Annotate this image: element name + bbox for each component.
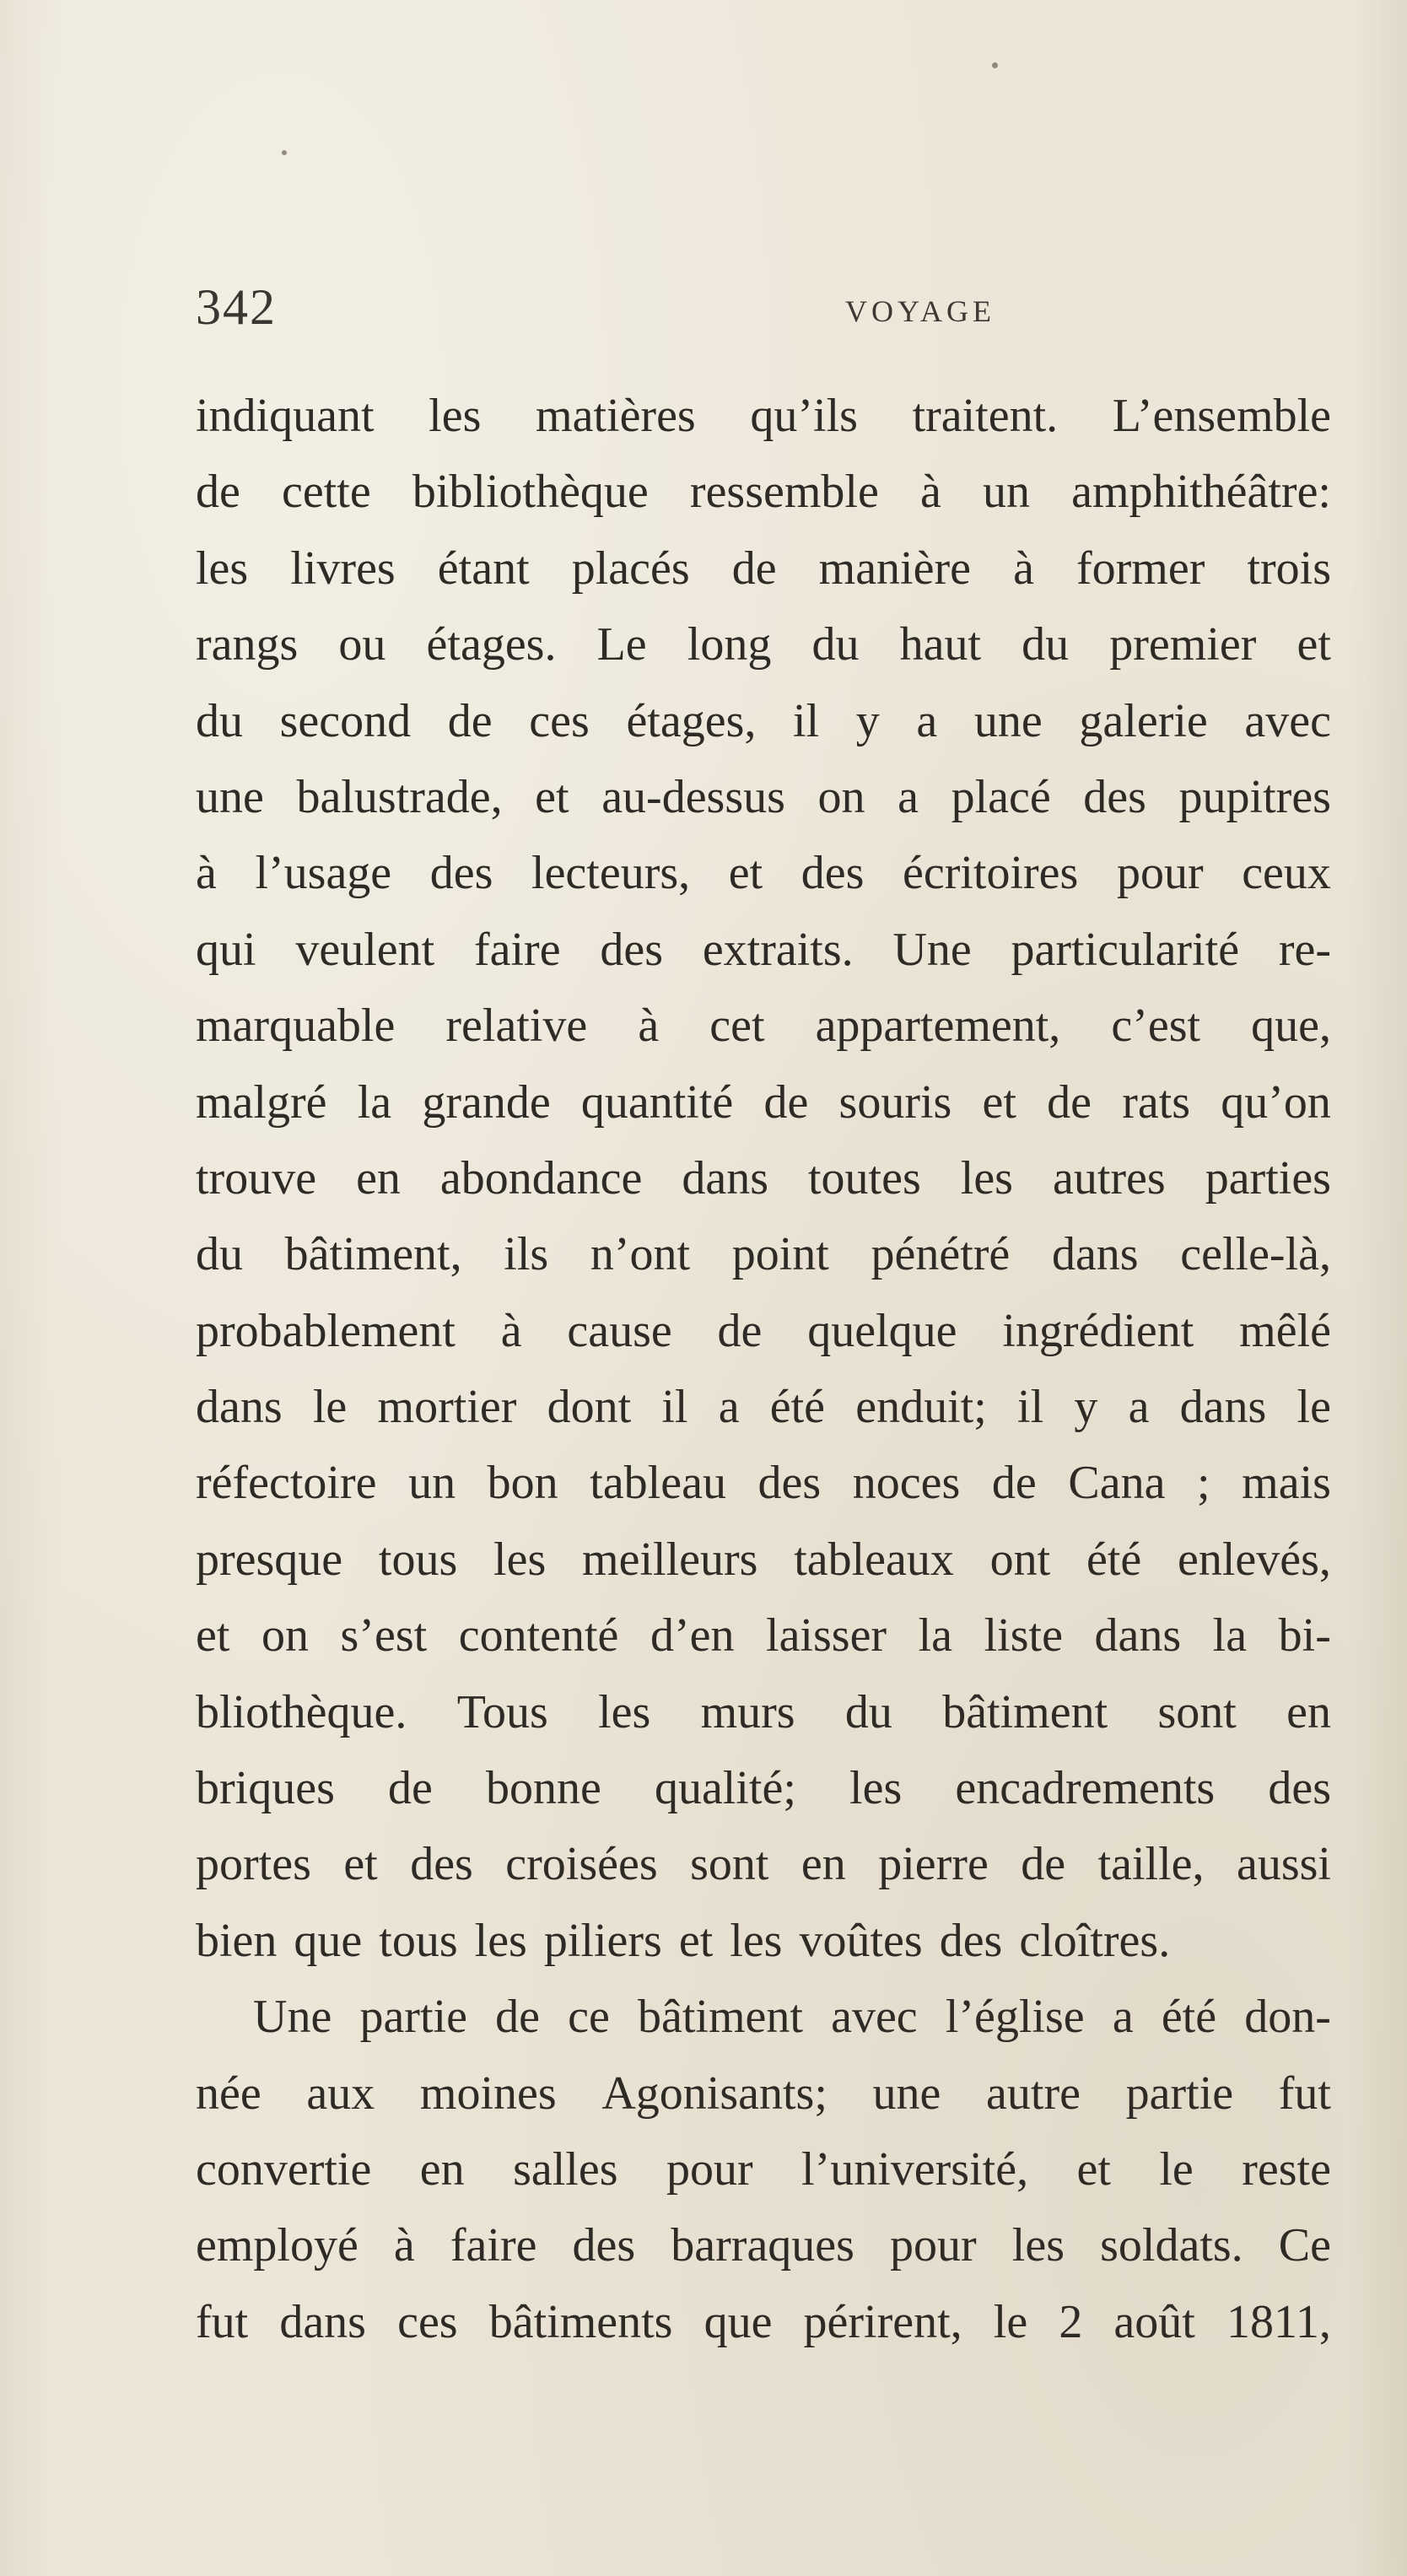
word: ceux [1242, 847, 1331, 900]
body-text [196, 378, 1331, 2360]
word: les [1011, 2219, 1065, 2272]
word: cloîtres. [1019, 1914, 1171, 1967]
word: dans [1179, 1381, 1267, 1434]
text-line [196, 2056, 1331, 2131]
word: mortier [377, 1381, 517, 1434]
word: d’en [650, 1609, 735, 1663]
word: qualité; [654, 1762, 796, 1815]
word: murs [700, 1685, 795, 1738]
word: parties [1205, 1151, 1331, 1204]
word: les [849, 1762, 903, 1815]
word: dans [1051, 1228, 1139, 1281]
word: le [312, 1381, 348, 1434]
word: traitent. [912, 390, 1059, 442]
text-line [196, 531, 1331, 606]
word: enduit; [855, 1381, 987, 1434]
word: n’ont [590, 1228, 691, 1281]
word: des [939, 1914, 1003, 1967]
word: pour [1116, 847, 1204, 900]
word: périrent, [803, 2295, 962, 2348]
word: toutes [808, 1151, 921, 1204]
word: à [1013, 542, 1034, 595]
word: dans [682, 1151, 768, 1204]
word: étages, [626, 694, 757, 747]
word: partie [359, 1991, 467, 2044]
word: les [474, 1914, 527, 1967]
text-line [196, 683, 1331, 759]
word: tous [378, 1533, 458, 1586]
word: rangs [196, 618, 299, 671]
word: rats [1122, 1075, 1191, 1129]
text-line [196, 1750, 1331, 1826]
word: et [982, 1075, 1016, 1129]
word: une [872, 2067, 941, 2120]
word: tableaux [794, 1533, 954, 1586]
text-line [196, 1903, 1331, 1979]
word: des [600, 923, 664, 976]
word: y [1074, 1381, 1098, 1434]
word: et [343, 1838, 378, 1891]
word: et [535, 770, 569, 823]
word: de [447, 694, 493, 747]
word: la [1212, 1609, 1248, 1663]
text-line [196, 1598, 1331, 1673]
word: des [757, 1457, 822, 1510]
word: dans [1094, 1609, 1182, 1663]
word: 1811, [1226, 2295, 1331, 2348]
word: a [898, 770, 919, 823]
text-line [196, 2284, 1331, 2360]
word: aux [306, 2067, 375, 2120]
text-line [196, 835, 1331, 911]
word: y [855, 694, 880, 747]
text-line [196, 378, 1331, 454]
word: ils [504, 1228, 549, 1281]
word: de [1047, 1075, 1092, 1129]
word: galerie [1079, 694, 1208, 747]
word: de [763, 1075, 809, 1129]
word: extraits. [702, 923, 854, 976]
word: été [1161, 1991, 1217, 2044]
word: on [261, 1609, 309, 1663]
word: bibliothèque [412, 466, 649, 519]
word: réfectoire [196, 1457, 377, 1510]
word: du [196, 1228, 243, 1281]
word: quantité [580, 1075, 734, 1129]
word: que, [1251, 1000, 1331, 1053]
word: a [1112, 1991, 1134, 2044]
word: moines [419, 2067, 557, 2120]
word: qu’ils [750, 390, 858, 442]
word: des [1083, 770, 1146, 823]
word: enlevés, [1178, 1533, 1331, 1586]
page-header [196, 278, 1326, 346]
word: les [493, 1533, 547, 1586]
word: autre [986, 2067, 1081, 2120]
word: du [196, 694, 243, 747]
word: et [678, 1914, 714, 1967]
word: grande [422, 1075, 551, 1129]
word: marquable [196, 1000, 396, 1053]
word: été [1086, 1533, 1142, 1586]
word: et [728, 847, 763, 900]
word: qu’on [1221, 1075, 1331, 1129]
word: point [731, 1228, 829, 1281]
word: l’université, [801, 2142, 1029, 2196]
word: la [357, 1075, 392, 1129]
word: pénétré [871, 1228, 1011, 1281]
word: les [960, 1151, 1013, 1204]
word: salles [513, 2142, 618, 2196]
word: bonne [485, 1762, 601, 1815]
word: des [1268, 1762, 1331, 1815]
word: amphithéâtre: [1071, 466, 1331, 519]
word: le [1296, 1381, 1331, 1434]
word: matières [536, 390, 696, 442]
word: ce [568, 1991, 610, 2044]
text-line [196, 1522, 1331, 1598]
word: à [500, 1304, 522, 1357]
word: ces [529, 694, 590, 747]
word: balustrade, [296, 770, 503, 823]
word: que [704, 2295, 773, 2348]
word: des [801, 847, 865, 900]
word: dont [547, 1381, 632, 1434]
word: abondance [439, 1151, 643, 1204]
word: aussi [1236, 1838, 1331, 1891]
word: long [687, 618, 772, 671]
word: des [572, 2219, 636, 2272]
word: un [408, 1457, 456, 1510]
word: les [196, 542, 249, 595]
word: contenté [458, 1609, 619, 1663]
word: du [844, 1685, 892, 1738]
word: bon [487, 1457, 558, 1510]
word: Tous [456, 1685, 548, 1738]
word: de [1021, 1838, 1066, 1891]
word: livres [290, 542, 396, 595]
word: de [495, 1991, 540, 2044]
word: appartement, [815, 1000, 1061, 1053]
word: un [982, 466, 1030, 519]
word: bâtiments [488, 2295, 673, 2348]
word: bâtiment [637, 1991, 803, 2044]
word: en [801, 1838, 846, 1891]
word: placé [951, 770, 1051, 823]
word: bliothèque. [196, 1685, 407, 1738]
word: soldats. [1100, 2219, 1243, 2272]
word: faire [473, 923, 561, 976]
word: c’est [1111, 1000, 1201, 1053]
word: été [769, 1381, 826, 1434]
word: re- [1278, 923, 1331, 976]
word: l’église [945, 1991, 1085, 2044]
word: s’est [340, 1609, 428, 1663]
word: faire [450, 2219, 537, 2272]
word: croisées [505, 1838, 658, 1891]
text-line [196, 1369, 1331, 1445]
word: autres [1052, 1151, 1166, 1204]
word: Une [892, 923, 972, 976]
word: écritoires [903, 847, 1079, 900]
word: Ce [1278, 2219, 1331, 2272]
text-line [196, 1216, 1331, 1292]
word: le [1159, 2142, 1194, 2196]
word: former [1076, 542, 1205, 595]
word: Cana [1068, 1457, 1166, 1510]
word: il [793, 694, 820, 747]
word: les [429, 390, 482, 442]
word: L’ensemble [1112, 390, 1331, 442]
word: pour [666, 2142, 753, 2196]
text-line [196, 1674, 1331, 1750]
word: bi- [1278, 1609, 1331, 1663]
word: de [196, 466, 240, 519]
word: du [1022, 618, 1070, 671]
word: août [1113, 2295, 1195, 2348]
word: reste [1242, 2142, 1331, 2196]
word: liste [984, 1609, 1063, 1663]
word: partie [1125, 2067, 1234, 2120]
ink-speck [992, 62, 998, 68]
word: second [279, 694, 412, 747]
word: quelque [807, 1304, 957, 1357]
word: et [1296, 618, 1331, 671]
word: étages. [426, 618, 557, 671]
word: on [817, 770, 865, 823]
word: née [196, 2067, 261, 2120]
word: les [598, 1685, 651, 1738]
word: celle-là, [1180, 1228, 1331, 1281]
text-line [196, 454, 1331, 530]
word: avec [1244, 694, 1331, 747]
word: employé [196, 2219, 358, 2272]
word: piliers [543, 1914, 662, 1967]
word: des [429, 847, 493, 900]
word: meilleurs [582, 1533, 758, 1586]
text-line [196, 2207, 1331, 2283]
word: les [730, 1914, 783, 1967]
word: pour [890, 2219, 977, 2272]
text-line [196, 1979, 1331, 2055]
word: bâtiment, [284, 1228, 462, 1281]
word: pupitres [1178, 770, 1331, 823]
word: avec [831, 1991, 918, 2044]
word: l’usage [255, 847, 392, 900]
ink-speck [282, 150, 287, 155]
word: il [661, 1381, 688, 1434]
word: relative [445, 1000, 588, 1053]
page-number: 342 [196, 279, 277, 335]
word: portes [196, 1838, 311, 1891]
word: noces [852, 1457, 961, 1510]
word: premier [1109, 618, 1257, 671]
word: sont [690, 1838, 769, 1891]
word: probablement [196, 1304, 456, 1357]
word: de [731, 542, 777, 595]
text-line [196, 988, 1331, 1064]
word: haut [899, 618, 982, 671]
word: taille, [1097, 1838, 1205, 1891]
word: bien [196, 1914, 278, 1967]
word: laisser [766, 1609, 887, 1663]
word: mais [1242, 1457, 1331, 1510]
text-line [196, 1064, 1331, 1140]
word: bâtiment [942, 1685, 1108, 1738]
word: une [196, 770, 264, 823]
word: tableau [590, 1457, 726, 1510]
word: étant [437, 542, 530, 595]
word: pierre [878, 1838, 989, 1891]
word: cette [282, 466, 371, 519]
word: en [419, 2142, 465, 2196]
word: à [638, 1000, 660, 1053]
word: particularité [1011, 923, 1240, 976]
word: trois [1247, 542, 1331, 595]
word: en [356, 1151, 401, 1204]
word: la [918, 1609, 953, 1663]
word: que [294, 1914, 363, 1967]
word: une [973, 694, 1043, 747]
word: a [1128, 1381, 1150, 1434]
text-line [196, 2131, 1331, 2207]
word: tous [379, 1914, 458, 1967]
word: cause [567, 1304, 672, 1357]
text-line [196, 1826, 1331, 1902]
word: qui [196, 923, 256, 976]
word: mêlé [1239, 1304, 1331, 1357]
word: barraques [671, 2219, 854, 2272]
word: sont [1157, 1685, 1237, 1738]
word: en [1286, 1685, 1331, 1738]
text-line [196, 759, 1331, 835]
word: 2 [1059, 2295, 1083, 2348]
text-line [196, 912, 1331, 988]
text-line [196, 1140, 1331, 1216]
word: ou [338, 618, 386, 671]
word: au-dessus [601, 770, 785, 823]
word: et [1076, 2142, 1111, 2196]
word: dans [279, 2295, 366, 2348]
word: le [993, 2295, 1028, 2348]
word: ces [397, 2295, 458, 2348]
word: fut [196, 2295, 249, 2348]
running-head: VOYAGE [845, 294, 995, 328]
word: manière [818, 542, 971, 595]
word: veulent [295, 923, 435, 976]
word: ; [1197, 1457, 1210, 1510]
word: fut [1278, 2067, 1331, 2120]
word: à [919, 466, 941, 519]
word: voûtes [799, 1914, 923, 1967]
word: souris [838, 1075, 952, 1129]
word: ont [989, 1533, 1051, 1586]
word: a [916, 694, 938, 747]
word: des [410, 1838, 473, 1891]
word: convertie [196, 2142, 372, 2196]
word: Une [253, 1991, 332, 2044]
word: presque [196, 1533, 343, 1586]
word: Le [596, 618, 647, 671]
word: ingrédient [1002, 1304, 1194, 1357]
word: Agonisants; [601, 2067, 827, 2120]
word: encadrements [955, 1762, 1216, 1815]
word: de [991, 1457, 1037, 1510]
word: ressemble [689, 466, 879, 519]
word: à [196, 847, 217, 900]
word: trouve [196, 1151, 317, 1204]
word: du [811, 618, 860, 671]
word: briques [196, 1762, 335, 1815]
word: placés [571, 542, 690, 595]
word: don- [1244, 1991, 1331, 2044]
word: lecteurs, [531, 847, 691, 900]
word: et [196, 1609, 230, 1663]
text-line [196, 1293, 1331, 1369]
word: a [718, 1381, 740, 1434]
word: malgré [196, 1075, 327, 1129]
word: de [387, 1762, 433, 1815]
word: à [393, 2219, 415, 2272]
text-line [196, 1445, 1331, 1521]
word: de [717, 1304, 763, 1357]
word: il [1017, 1381, 1044, 1434]
text-line [196, 606, 1331, 682]
word: indiquant [196, 390, 375, 442]
word: dans [196, 1381, 283, 1434]
word: cet [709, 1000, 765, 1053]
